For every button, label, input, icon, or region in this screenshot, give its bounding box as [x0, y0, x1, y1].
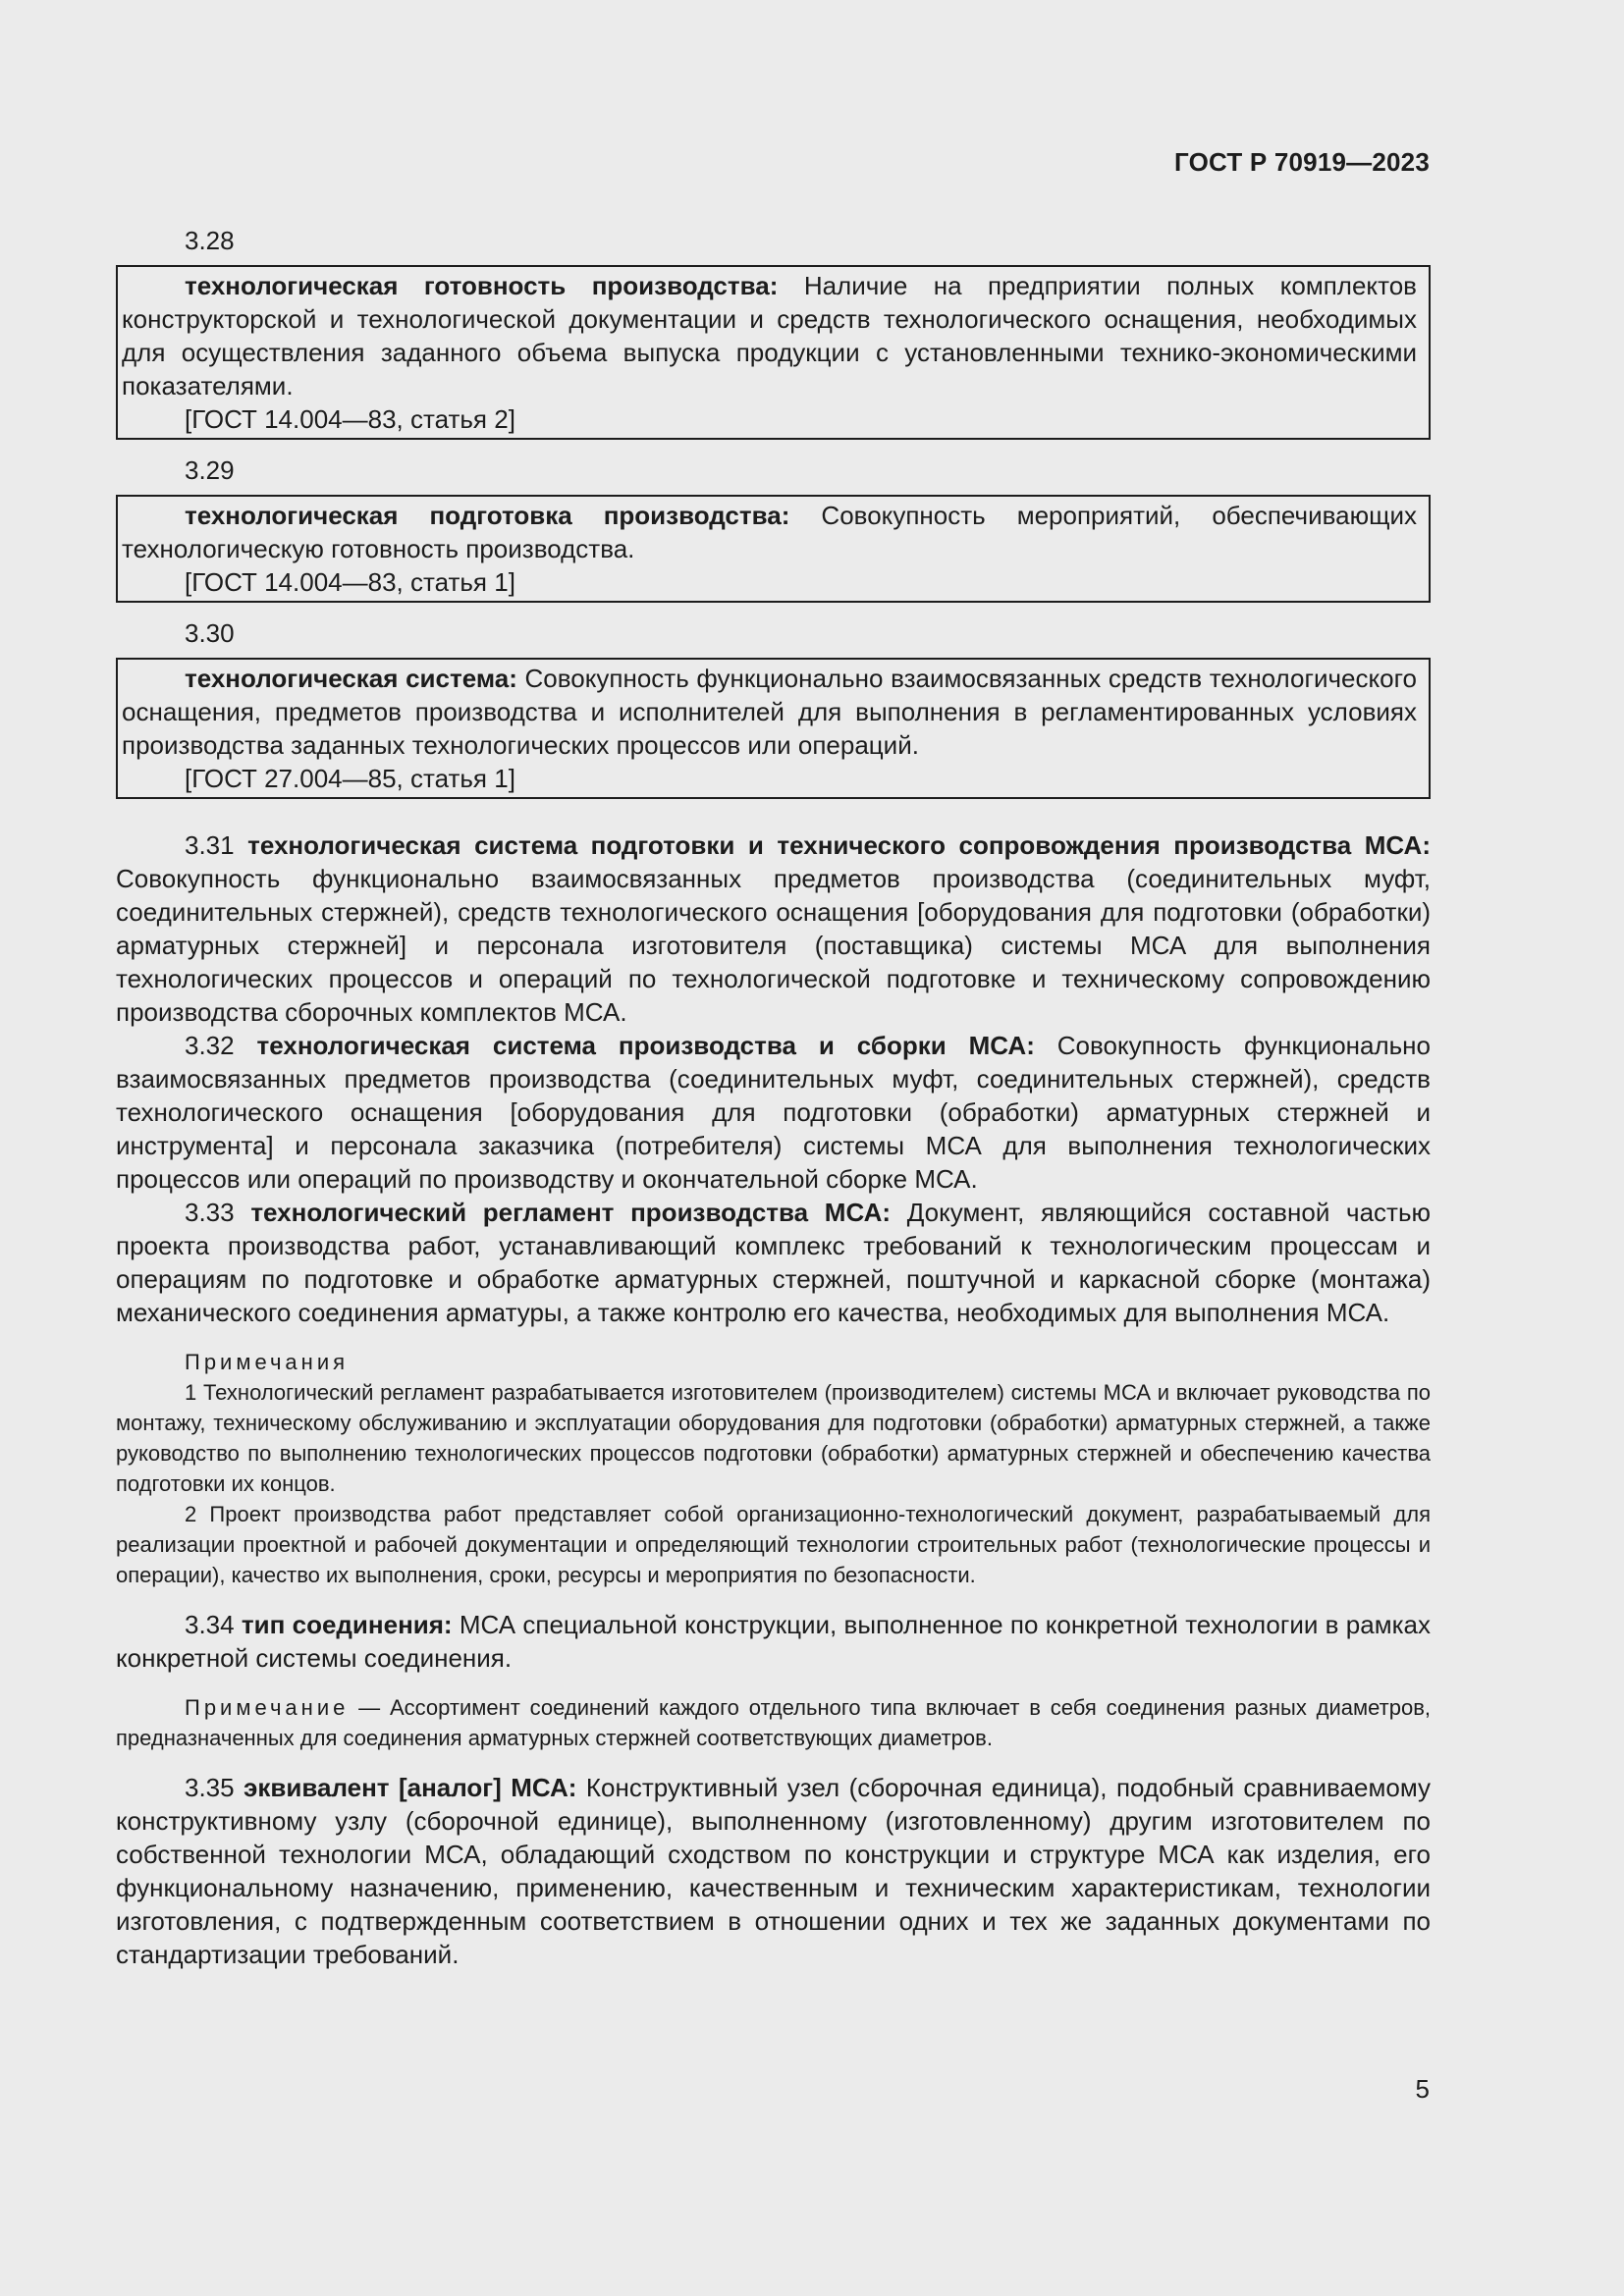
term-source: [ГОСТ 27.004—85, статья 1] [185, 764, 515, 793]
term-text: Совокупность функционально взаимосвязанных средств технологического оснащения, предметов производства и исполнителей для выполнения в регламентированных условиях производства заданных технологических процессов или операций. [122, 664, 1417, 760]
paragraph-text: МСА специальной конструкции, выполненное по конкретной технологии в рамках конкретной системы соединения. [116, 1610, 1431, 1673]
note-label: Примечание [185, 1695, 350, 1720]
note-text: — Ассортимент соединений каждого отдельного типа включает в себя соединения разных диаметров, предназначенных для соединения арматурных стержней соответствующих диаметров. [116, 1695, 1431, 1750]
term-definition [122, 662, 1417, 762]
notes-heading: Примечания [185, 1350, 350, 1374]
term-title: технологическая готовность производства: [185, 271, 779, 300]
paragraph-text: Совокупность функционально взаимосвязанных предметов производства (соединительных муфт, соединительных стержней), средств технологического оснащения [оборудования для подготовки (обработки) арматурных стержней и инструмента] и персонала заказчика (потребителя) системы МСА для выполнения технологических процессов или операций по производству и окончательной сборке МСА. [116, 1031, 1432, 1194]
term-number-3-28: 3.28 [185, 226, 235, 255]
term-title: технологическая подготовка производства: [185, 501, 790, 530]
term-source: [ГОСТ 14.004—83, статья 2] [185, 404, 515, 434]
paragraph-text: Документ, являющийся составной частью проекта производства работ, устанавливающий комплекс требований к технологическим процессам и операциям по подготовке и обработке арматурных стержней, поштучной и каркасной сборке (монтажа) механического соединения арматуры, а также контролю его качества, необходимых для выполнения МСА. [116, 1198, 1431, 1327]
note-item-2: 2 Проект производства работ представляет собой организационно-технологический документ, разрабатываемый для реализации проектной и рабочей документации и определяющий технологии строительных работ (технологические процессы и операции), качество их выполнения, сроки, ресурсы и мероприятия по безопасности. [116, 1502, 1431, 1587]
page-number: 5 [1415, 2074, 1430, 2104]
term-text: Совокупность мероприятий, обеспечивающих технологическую готовность производства. [122, 501, 1417, 563]
term-text: Наличие на предприятии полных комплектов конструкторской и технологической документации и средств технологического оснащения, необходимых для осуществления заданного объема выпуска продукции с установленными технико-экономическими показателями. [122, 271, 1417, 400]
paragraph-text: Совокупность функционально взаимосвязанных предметов производства (соединительных муфт, соединительных стержней), средств технологического оснащения [оборудования для подготовки (обработки) арматурных стержней] и персонала изготовителя (поставщика) системы МСА для выполнения технологических процессов и операций по технологической подготовке и техническому сопровождению производства сборочных комплектов МСА. [116, 864, 1431, 1027]
term-title: технологическая система: [185, 664, 517, 693]
note-3-34 [116, 1692, 1431, 1753]
paragraph-term: тип соединения: [241, 1610, 453, 1639]
paragraph-3-31 [116, 828, 1431, 1029]
paragraph-term: технологическая система производства и сборки МСА: [256, 1031, 1035, 1060]
note-item-1: 1 Технологический регламент разрабатывается изготовителем (производителем) системы МСА и включает руководства по монтажу, техническому обслуживанию и эксплуатации оборудования для подготовки (обработки) арматурных стержней, а также руководство по выполнению технологических процессов подготовки (обработки) арматурных стержней и обеспечению качества подготовки их концов. [116, 1380, 1431, 1496]
term-definition [122, 269, 1417, 402]
term-definition [122, 499, 1417, 565]
paragraph-3-35 [116, 1771, 1431, 1971]
term-box-3-29 [116, 495, 1431, 603]
paragraph-number: 3.31 [185, 830, 235, 860]
paragraph-term: технологический регламент производства МСА: [250, 1198, 892, 1227]
document-body [116, 224, 1431, 1971]
term-box-3-28 [116, 265, 1431, 440]
term-number-3-30: 3.30 [185, 618, 235, 648]
paragraph-number: 3.35 [185, 1773, 235, 1802]
paragraph-number: 3.32 [185, 1031, 235, 1060]
paragraph-3-34 [116, 1608, 1431, 1675]
paragraph-number: 3.33 [185, 1198, 235, 1227]
paragraph-term: эквивалент [аналог] МСА: [244, 1773, 577, 1802]
paragraph-3-32 [116, 1029, 1431, 1196]
term-source: [ГОСТ 14.004—83, статья 1] [185, 567, 515, 597]
document-code: ГОСТ Р 70919—2023 [1174, 147, 1430, 177]
paragraph-number: 3.34 [185, 1610, 235, 1639]
term-box-3-30 [116, 658, 1431, 799]
paragraph-term: технологическая система подготовки и технического сопровождения производства МСА: [247, 830, 1431, 860]
paragraph-3-33 [116, 1196, 1431, 1329]
term-number-3-29: 3.29 [185, 455, 235, 485]
paragraph-text: Конструктивный узел (сборочная единица), подобный сравниваемому конструктивному узлу (сборочной единице), выполненному (изготовленному) другим изготовителем по собственной технологии МСА, обладающий сходством по конструкции и структуре МСА как изделия, его функциональному назначению, применению, качественным и техническим характеристикам, технологии изготовления, с подтвержденным соответствием в отношении одних и тех же заданных документами по стандартизации требований. [116, 1773, 1431, 1969]
